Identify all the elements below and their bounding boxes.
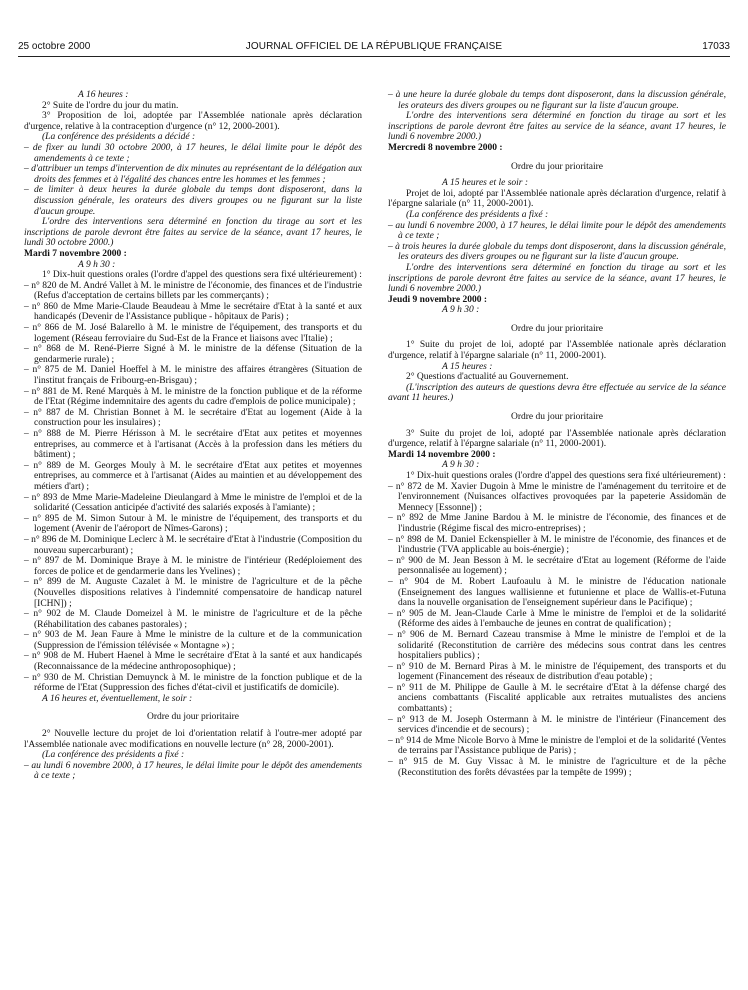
question-item: – n° 881 de M. René Marquès à M. le ministre de la fonction publique et de la réforme de l'Etat (Régime indemnitaire des agents du cadre d'emplois de police municipale) ; (24, 386, 362, 408)
conference-point: – de limiter à deux heures la durée globale du temps dont disposeront, dans la discussion générale, les orateurs des divers groupes ou ne figurant sur la liste d'aucun groupe. (24, 185, 362, 217)
question-item: – n° 906 de M. Bernard Cazeau transmise à Mme le ministre de l'emploi et de la solidarité (Reconstitution de carrière des médecins sous contrat dans les centres hospitaliers publics) ; (388, 629, 726, 662)
question-item: – n° 904 de M. Robert Laufoaulu à M. le ministre de l'éducation nationale (Enseignement des langues wallisienne et futunienne et place de Wallis-et-Futuna dans la nouvelle organisation de l'enseignement supérieur dans le Pacifique) ; (388, 576, 726, 609)
registration-note: (L'inscription des auteurs de questions devra être effectuée au service de la séance avant 11 heures.) (388, 382, 726, 404)
section-heading: Ordre du jour prioritaire (510, 323, 604, 334)
time-heading: A 9 h 30 : (442, 305, 480, 316)
time-heading: A 16 heures et, éventuellement, le soir : (42, 693, 193, 704)
conference-point: – à une heure la durée globale du temps dont disposeront, dans la discussion générale, les orateurs des divers groupes ou ne figurant sur la liste d'aucun groupe. (388, 90, 726, 111)
agenda-item: 1° Suite du projet de loi, adopté par l'Assemblée nationale après déclaration d'urgence, relatif à l'épargne salariale (n° 11, 2000-2001). (388, 340, 726, 362)
interventions-note: L'ordre des interventions sera déterminé en fonction du tirage au sort et les inscriptions de parole devront être faites au service de la séance, avant 17 heures, le lundi 30 octobre 2000.) (24, 217, 362, 249)
agenda-item: 3° Proposition de loi, adoptée par l'Assemblée nationale après déclaration d'urgence, relative à la contraception d'urgence (n° 12, 2000-2001). (24, 111, 362, 132)
question-item: – n° 930 de M. Christian Demuynck à M. le ministre de la fonction publique et de la réforme de l'Etat (Suppression des fiches d'état-civil et justificatifs de domicile). (24, 672, 362, 694)
question-item: – n° 872 de M. Xavier Dugoin à Mme le ministre de l'aménagement du territoire et de l'environnement (Nuisances olfactives provoquées par la papeterie Assidomän de Mennecy [Essonne]) ; (388, 481, 726, 513)
conference-note: (La conférence des présidents a fixé : (406, 209, 549, 220)
time-heading: A 15 heures et le soir : (442, 178, 529, 189)
question-item: – n° 897 de M. Dominique Braye à M. le ministre de l'intérieur (Redéploiement des forces de police et de gendarmerie dans les Yvelines) ; (24, 556, 362, 577)
right-column (388, 90, 726, 778)
question-item: – n° 900 de M. Jean Besson à M. le secrétaire d'Etat au logement (Réforme de l'aide personnalisée au logement) ; (388, 555, 726, 577)
question-item: – n° 903 de M. Jean Faure à Mme le ministre de la culture et de la communication (Suppression de l'émission télévisée « Montagne ») ; (24, 630, 362, 651)
header-title: JOURNAL OFFICIEL DE LA RÉPUBLIQUE FRANÇAISE (245, 41, 503, 52)
header-rule (18, 56, 730, 57)
time-heading: A 16 heures : (78, 90, 129, 100)
question-item: – n° 892 de Mme Janine Bardou à M. le ministre de l'économie, des finances et de l'industrie (Régime fiscal des micro-entreprises) ; (388, 513, 726, 534)
question-item: – n° 860 de Mme Marie-Claude Beaudeau à Mme le secrétaire d'Etat à la santé et aux handicapés (Devenir de l'Assistance publique - hôpitaux de Paris) ; (24, 301, 362, 323)
question-item: – n° 899 de M. Auguste Cazalet à M. le ministre de l'agriculture et de la pêche (Nouvelles dispositions relatives à l'indemnité compensatoire de handicap naturel [ICHN]) ; (24, 577, 362, 609)
agenda-item: 1° Dix-huit questions orales (l'ordre d'appel des questions sera fixé ultérieurement) : (406, 471, 726, 481)
conference-point: – de fixer au lundi 30 octobre 2000, à 17 heures, le délai limite pour le dépôt des amendements à ce texte ; (24, 142, 362, 164)
header-date: 25 octobre 2000 (18, 41, 91, 52)
question-item: – n° 905 de M. Jean-Claude Carle à Mme le ministre de l'emploi et de la solidarité (Réforme des aides à l'embauche de jeunes en contrat de qualification) ; (388, 608, 726, 630)
left-column (24, 90, 362, 782)
agenda-item: 3° Suite du projet de loi, adopté par l'Assemblée nationale après déclaration d'urgence, relatif à l'épargne salariale (n° 11, 2000-2001). (388, 428, 726, 450)
agenda-item: Projet de loi, adopté par l'Assemblée nationale après déclaration d'urgence, relatif à l'épargne salariale (n° 11, 2000-2001). (388, 188, 726, 210)
question-item: – n° 875 de M. Daniel Hoeffel à M. le ministre des affaires étrangères (Situation de l'institut français de Fribourg-en-Brisgau) ; (24, 365, 362, 387)
question-item: – n° 911 de M. Philippe de Gaulle à M. le secrétaire d'Etat à la défense chargé des anciens combattants (Fiscalité applicable aux retraites mutualistes des anciens combattants) ; (388, 682, 726, 715)
question-item: – n° 888 de M. Pierre Hérisson à M. le secrétaire d'Etat aux petites et moyennes entreprises, au commerce et à l'artisanat (Accès à la profession dans les métiers du bâtiment) ; (24, 429, 362, 461)
agenda-item: 2° Nouvelle lecture du projet de loi d'orientation relatif à l'outre-mer adopté par l'Assemblée nationale avec modifications en nouvelle lecture (n° 28, 2000-2001). (24, 729, 362, 750)
session-date: Mardi 7 novembre 2000 : (24, 248, 127, 259)
question-item: – n° 910 de M. Bernard Piras à M. le ministre de l'équipement, des transports et du logement (Financement des réseaux de distribution d'eau potable) ; (388, 661, 726, 683)
header-page-number: 17033 (702, 41, 730, 52)
time-heading: A 9 h 30 : (78, 259, 116, 270)
interventions-note: L'ordre des interventions sera déterminé en fonction du tirage au sort et les inscriptions de parole devront être faites au service de la séance, avant 17 heures, le lundi 6 novembre 2000.) (388, 111, 726, 143)
question-item: – n° 893 de Mme Marie-Madeleine Dieulangard à Mme le ministre de l'emploi et de la solidarité (Cessation anticipée d'activité des salariés exposés à l'amiante) ; (24, 492, 362, 514)
question-item: – n° 898 de M. Daniel Eckenspieller à M. le ministre de l'économie, des finances et de l'industrie (TVA applicable au bois-énergie) ; (388, 534, 726, 556)
conference-note: (La conférence des présidents a décidé : (42, 132, 196, 143)
question-item: – n° 914 de Mme Nicole Borvo à Mme le ministre de l'emploi et de la solidarité (Ventes de terrains par l'Assistance publique de Paris) ; (388, 735, 726, 757)
section-heading: Ordre du jour prioritaire (146, 712, 240, 723)
question-item: – n° 895 de M. Simon Sutour à M. le ministre de l'équipement, des transports et du logement (Avenir de l'aéroport de Nîmes-Garons) ; (24, 513, 362, 535)
question-item: – n° 820 de M. André Vallet à M. le ministre de l'économie, des finances et de l'industrie (Refus d'acceptation de certains billets par les commerçants) ; (24, 280, 362, 302)
agenda-item: 1° Dix-huit questions orales (l'ordre d'appel des questions sera fixé ultérieurement) : (42, 270, 362, 281)
conference-note: (La conférence des présidents a fixé : (42, 750, 185, 761)
question-item: – n° 868 de M. René-Pierre Signé à M. le ministre de la défense (Situation de la gendarmerie rurale) ; (24, 344, 362, 365)
question-item: – n° 915 de M. Guy Vissac à M. le ministre de l'agriculture et de la pêche (Reconstitution des forêts dévastées par la tempête de 1999) ; (388, 757, 726, 778)
question-item: – n° 889 de M. Georges Mouly à M. le secrétaire d'Etat aux petites et moyennes entreprises, au commerce et à l'artisanat (Aides au maintien et au développement des métiers d'art) ; (24, 460, 362, 492)
question-item: – n° 896 de M. Dominique Leclerc à M. le secrétaire d'Etat à l'industrie (Composition du nouveau supercarburant) ; (24, 534, 362, 556)
session-date: Jeudi 9 novembre 2000 : (388, 294, 488, 305)
question-item: – n° 908 de M. Hubert Haenel à Mme le secrétaire d'Etat à la santé et aux handicapés (Reconnaissance de la médecine anthroposophique) ; (24, 651, 362, 673)
question-item: – n° 902 de M. Claude Domeizel à M. le ministre de l'agriculture et de la pêche (Réhabilitation des cabanes pastorales) ; (24, 609, 362, 630)
session-date: Mercredi 8 novembre 2000 : (388, 142, 503, 153)
section-heading: Ordre du jour prioritaire (510, 412, 604, 423)
conference-point: – à trois heures la durée globale du temps dont disposeront, dans la discussion générale, les orateurs des divers groupes ou ne figurant sur la liste d'aucun groupe. (388, 241, 726, 263)
question-item: – n° 887 de M. Christian Bonnet à M. le secrétaire d'Etat au logement (Aide à la construction pour les insulaires) ; (24, 407, 362, 429)
interventions-note: L'ordre des interventions sera déterminé en fonction du tirage au sort et les inscriptions de parole devront être faites au service de la séance, avant 17 heures, le lundi 6 novembre 2000.) (388, 262, 726, 295)
page-header (0, 41, 748, 55)
time-heading: A 9 h 30 : (442, 460, 480, 471)
section-heading: Ordre du jour prioritaire (510, 161, 604, 172)
time-heading: A 15 heures : (442, 361, 493, 372)
agenda-item: 2° Questions d'actualité au Gouvernement. (406, 372, 569, 383)
conference-point: – au lundi 6 novembre 2000, à 17 heures, le délai limite pour le dépôt des amendements à ce texte ; (24, 760, 362, 782)
session-date: Mardi 14 novembre 2000 : (388, 449, 496, 460)
question-item: – n° 866 de M. José Balarello à M. le ministre de l'équipement, des transports et du logement (Réseau ferroviaire du Sud-Est de la France et liaisons avec l'Italie) ; (24, 323, 362, 344)
conference-point: – d'attribuer un temps d'intervention de dix minutes au représentant de la délégation aux droits des femmes et à l'égalité des chances entre les hommes et les femmes ; (24, 164, 363, 185)
agenda-item: 2° Suite de l'ordre du jour du matin. (42, 100, 179, 111)
question-item: – n° 913 de M. Joseph Ostermann à M. le ministre de l'intérieur (Financement des services d'incendie et de secours) ; (388, 714, 726, 736)
conference-point: – au lundi 6 novembre 2000, à 17 heures, le délai limite pour le dépôt des amendements à ce texte ; (388, 220, 726, 242)
